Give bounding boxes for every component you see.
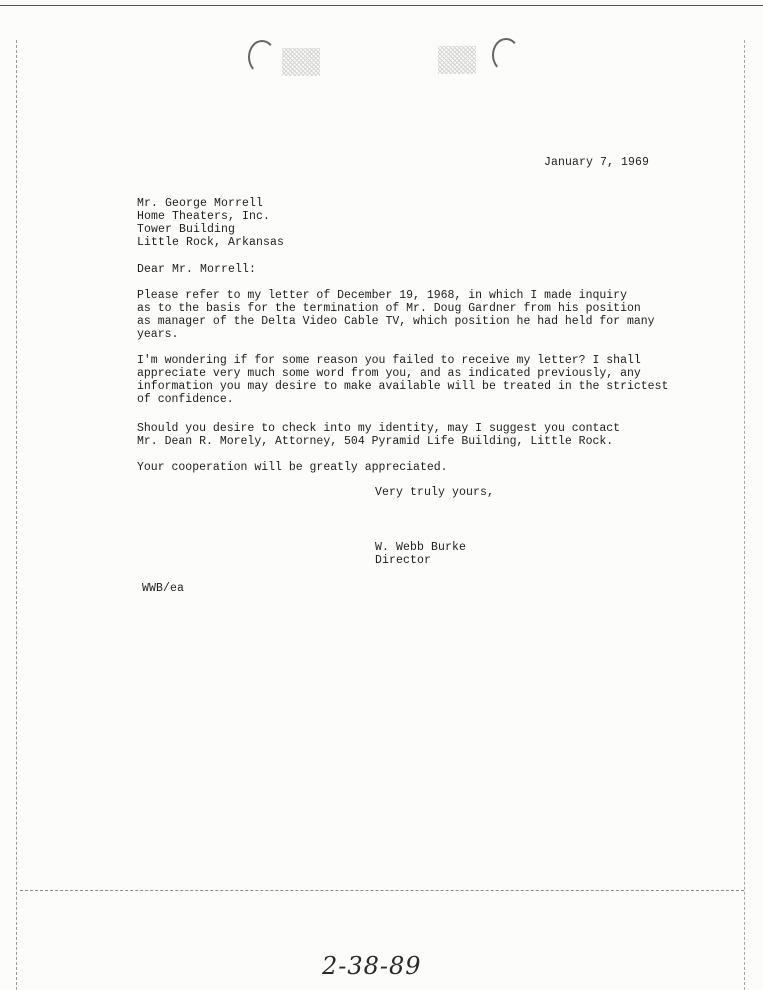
paragraph-4: Your cooperation will be greatly appreciated. <box>137 461 448 474</box>
paragraph-line: of confidence. <box>137 393 234 406</box>
page-edge-left <box>16 40 17 990</box>
punch-hole-right <box>438 46 476 74</box>
recipient-line: Tower Building <box>137 223 236 236</box>
recipient-line: Mr. George Morrell <box>137 197 264 210</box>
paragraph-3 <box>137 422 620 448</box>
page-edge-bottom <box>20 890 744 891</box>
recipient-line: Little Rock, Arkansas <box>137 236 285 249</box>
paragraph-line: Mr. Dean R. Morely, Attorney, 504 Pyramid Life Building, Little Rock. <box>137 435 614 448</box>
staple-mark-left <box>248 40 276 74</box>
recipient-line: Home Theaters, Inc. <box>137 210 271 223</box>
letter-date: January 7, 1969 <box>544 156 650 169</box>
recipient-address <box>137 197 284 249</box>
paragraph-line: Please refer to my letter of December 19, 1968, in which I made inquiry <box>137 289 627 302</box>
punch-hole-left <box>282 48 320 76</box>
typist-initials: WWB/ea <box>142 582 185 595</box>
signature-title: Director <box>375 554 432 567</box>
paragraph-line: appreciate very much some word from you, and as indicated previously, any <box>137 367 641 380</box>
paragraph-line: I'm wondering if for some reason you failed to receive my letter? I shall <box>137 354 641 367</box>
paragraph-line: Should you desire to check into my identity, may I suggest you contact <box>137 422 621 435</box>
paragraph-1 <box>137 289 655 341</box>
page-edge-right <box>744 40 745 990</box>
signature-name: W. Webb Burke <box>375 541 467 554</box>
paragraph-line: as manager of the Delta Video Cable TV, which position he had held for many <box>137 315 655 328</box>
paragraph-2 <box>137 354 668 406</box>
paragraph-line: as to the basis for the termination of Mr. Doug Gardner from his position <box>137 302 641 315</box>
paragraph-line: years. <box>137 328 179 341</box>
salutation: Dear Mr. Morrell: <box>137 263 257 276</box>
staple-mark-right <box>492 38 520 72</box>
closing: Very truly yours, <box>375 486 495 499</box>
paragraph-line: information you may desire to make available will be treated in the strictest <box>137 380 669 393</box>
handwritten-note: 2-38-89 <box>322 952 422 980</box>
page-edge-top <box>0 5 763 6</box>
